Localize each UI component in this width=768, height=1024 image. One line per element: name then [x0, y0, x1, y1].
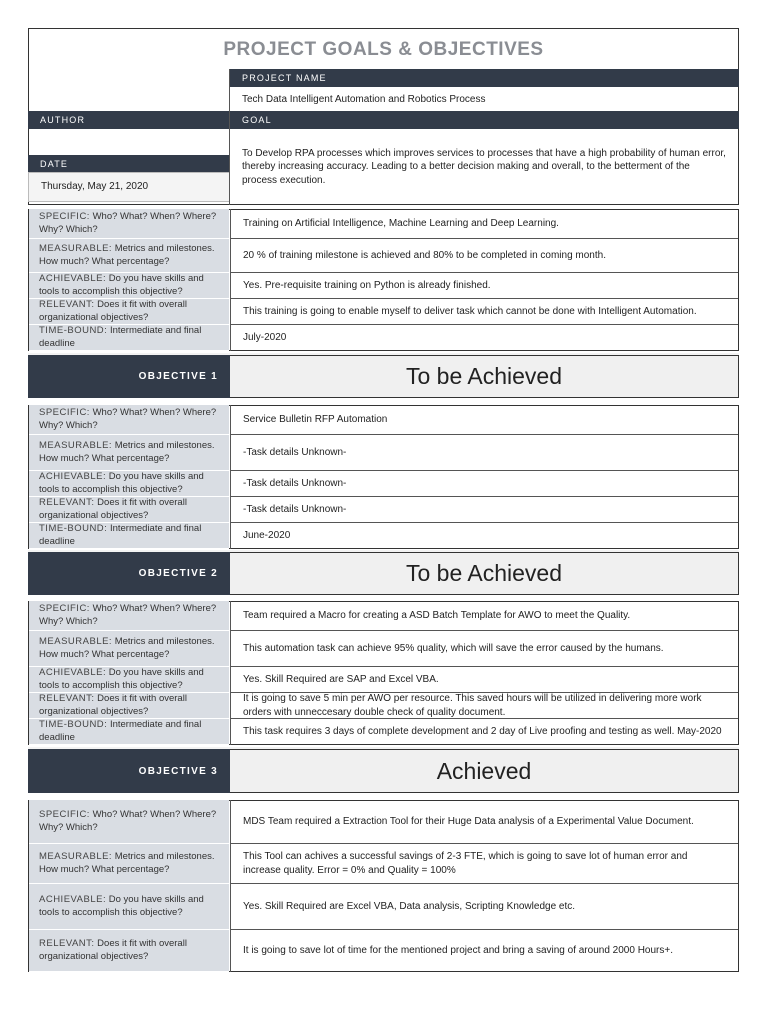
objective-2-relevant-value: -Task details Unknown- [230, 497, 738, 523]
smart-label-measurable [29, 435, 229, 471]
smart-desc: Metrics and milestones. How much? What percentage? [39, 851, 215, 875]
smart-desc: Who? What? When? Where? Why? Which? [39, 603, 217, 627]
objective-2-measurable-value: -Task details Unknown- [230, 435, 738, 471]
smart-label-relevant [29, 497, 229, 523]
smart-label-achievable [29, 667, 229, 693]
date-label: DATE [28, 155, 230, 172]
objective-2-label: OBJECTIVE 2 [28, 552, 230, 595]
smart-desc: Do you have skills and tools to accomplish this objective? [39, 471, 204, 495]
page-title: PROJECT GOALS & OBJECTIVES [28, 28, 739, 69]
objective-1-measurable-value: 20 % of training milestone is achieved and 80% to be completed in coming month. [230, 239, 738, 273]
smart-desc: Intermediate and final deadline [39, 719, 202, 743]
smart-desc: Intermediate and final deadline [39, 325, 202, 349]
smart-label-specific [29, 601, 229, 631]
goal-label: GOAL [230, 111, 739, 129]
objective-1-status: To be Achieved [230, 355, 739, 398]
objective-2-timebound-value: June-2020 [230, 523, 738, 549]
objective-3-label: OBJECTIVE 3 [28, 749, 230, 793]
smart-label-timebound [29, 719, 229, 745]
goal-value: To Develop RPA processes which improves services to processes that have a high probability of human error, thereby increasing accuracy. Leading to a better decision making and overall, to the betterment of the process execution. [242, 147, 726, 186]
smart-desc: Metrics and milestones. How much? What percentage? [39, 636, 215, 660]
smart-label-measurable [29, 844, 229, 884]
smart-desc: Does it fit with overall organizational objectives? [39, 299, 187, 323]
smart-label-achievable [29, 273, 229, 299]
smart-label-achievable [29, 471, 229, 497]
objective-3-measurable-value: This automation task can achieve 95% quality, which will save the error caused by the humans. [230, 631, 738, 667]
smart-desc: Do you have skills and tools to accomplish this objective? [39, 273, 204, 297]
objective-2-specific-value: Service Bulletin RFP Automation [230, 405, 738, 435]
smart-label-timebound [29, 325, 229, 351]
smart-label-measurable [29, 239, 229, 273]
smart-key: MEASURABLE: [39, 851, 113, 863]
smart-desc: Does it fit with overall organizational objectives? [39, 693, 187, 717]
smart-key: ACHIEVABLE: [39, 471, 107, 483]
smart-desc: Metrics and milestones. How much? What percentage? [39, 243, 215, 267]
project-name-label: PROJECT NAME [230, 69, 739, 87]
smart-desc: Do you have skills and tools to accomplish this objective? [39, 894, 204, 918]
objective-4-achievable-value: Yes. Skill Required are Excel VBA, Data analysis, Scripting Knowledge etc. [230, 884, 738, 930]
project-name-value: Tech Data Intelligent Automation and Robotics Process [242, 94, 486, 106]
smart-key: SPECIFIC: [39, 603, 90, 615]
smart-desc: Do you have skills and tools to accomplish this objective? [39, 667, 204, 691]
objective-3-status: Achieved [230, 749, 739, 793]
objective-1-label: OBJECTIVE 1 [28, 355, 230, 398]
smart-desc: Does it fit with overall organizational objectives? [39, 497, 187, 521]
objective-4-specific-value: MDS Team required a Extraction Tool for their Huge Data analysis of a Experimental Value Document. [230, 800, 738, 844]
smart-key: RELEVANT: [39, 497, 95, 509]
objective-1-relevant-value: This training is going to enable myself to deliver task which cannot be done with Intelligent Automation. [230, 299, 738, 325]
smart-key: RELEVANT: [39, 693, 95, 705]
smart-label-measurable [29, 631, 229, 667]
smart-key: ACHIEVABLE: [39, 894, 107, 906]
smart-key: MEASURABLE: [39, 440, 113, 452]
smart-key: SPECIFIC: [39, 407, 90, 419]
smart-label-specific [29, 209, 229, 239]
smart-desc: Metrics and milestones. How much? What percentage? [39, 440, 215, 464]
smart-key: SPECIFIC: [39, 211, 90, 223]
smart-label-relevant [29, 299, 229, 325]
objective-1-specific-value: Training on Artificial Intelligence, Machine Learning and Deep Learning. [230, 209, 738, 239]
smart-desc: Does it fit with overall organizational objectives? [39, 938, 187, 962]
smart-label-relevant [29, 693, 229, 719]
objective-3-specific-value: Team required a Macro for creating a ASD Batch Template for AWO to meet the Quality. [230, 601, 738, 631]
smart-label-specific [29, 800, 229, 844]
smart-key: ACHIEVABLE: [39, 273, 107, 285]
objective-3-achievable-value: Yes. Skill Required are SAP and Excel VBA. [230, 667, 738, 693]
objective-1-achievable-value: Yes. Pre-requisite training on Python is already finished. [230, 273, 738, 299]
smart-key: RELEVANT: [39, 299, 95, 311]
smart-key: MEASURABLE: [39, 636, 113, 648]
smart-key: ACHIEVABLE: [39, 667, 107, 679]
smart-label-achievable [29, 884, 229, 930]
smart-desc: Intermediate and final deadline [39, 523, 202, 547]
smart-key: TIME-BOUND: [39, 719, 108, 731]
smart-label-relevant [29, 930, 229, 972]
objective-4-measurable-value: This Tool can achives a successful savings of 2-3 FTE, which is going to save lot of human error and increase quality. Error = 0% and Quality = 100% [230, 844, 738, 884]
smart-label-specific [29, 405, 229, 435]
objective-3-relevant-value: It is going to save 5 min per AWO per resource. This saved hours will be utilized in delivering more work orders with unneccesary double check of quality document. [230, 693, 738, 719]
objective-2-status: To be Achieved [230, 552, 739, 595]
author-label: AUTHOR [28, 111, 230, 129]
smart-key: TIME-BOUND: [39, 325, 108, 337]
smart-desc: Who? What? When? Where? Why? Which? [39, 407, 217, 431]
smart-key: TIME-BOUND: [39, 523, 108, 535]
smart-label-timebound [29, 523, 229, 549]
smart-key: SPECIFIC: [39, 809, 90, 821]
objective-1-timebound-value: July-2020 [230, 325, 738, 351]
objective-2-achievable-value: -Task details Unknown- [230, 471, 738, 497]
objective-3-timebound-value: This task requires 3 days of complete development and 2 day of Live proofing and testing as well. May-2020 [230, 719, 738, 745]
smart-key: RELEVANT: [39, 938, 95, 950]
smart-key: MEASURABLE: [39, 243, 113, 255]
objective-4-relevant-value: It is going to save lot of time for the mentioned project and bring a saving of around 2000 Hours+. [230, 930, 738, 972]
smart-desc: Who? What? When? Where? Why? Which? [39, 809, 217, 833]
author-value [28, 129, 230, 153]
smart-desc: Who? What? When? Where? Why? Which? [39, 211, 217, 235]
date-value: Thursday, May 21, 2020 [28, 172, 230, 202]
